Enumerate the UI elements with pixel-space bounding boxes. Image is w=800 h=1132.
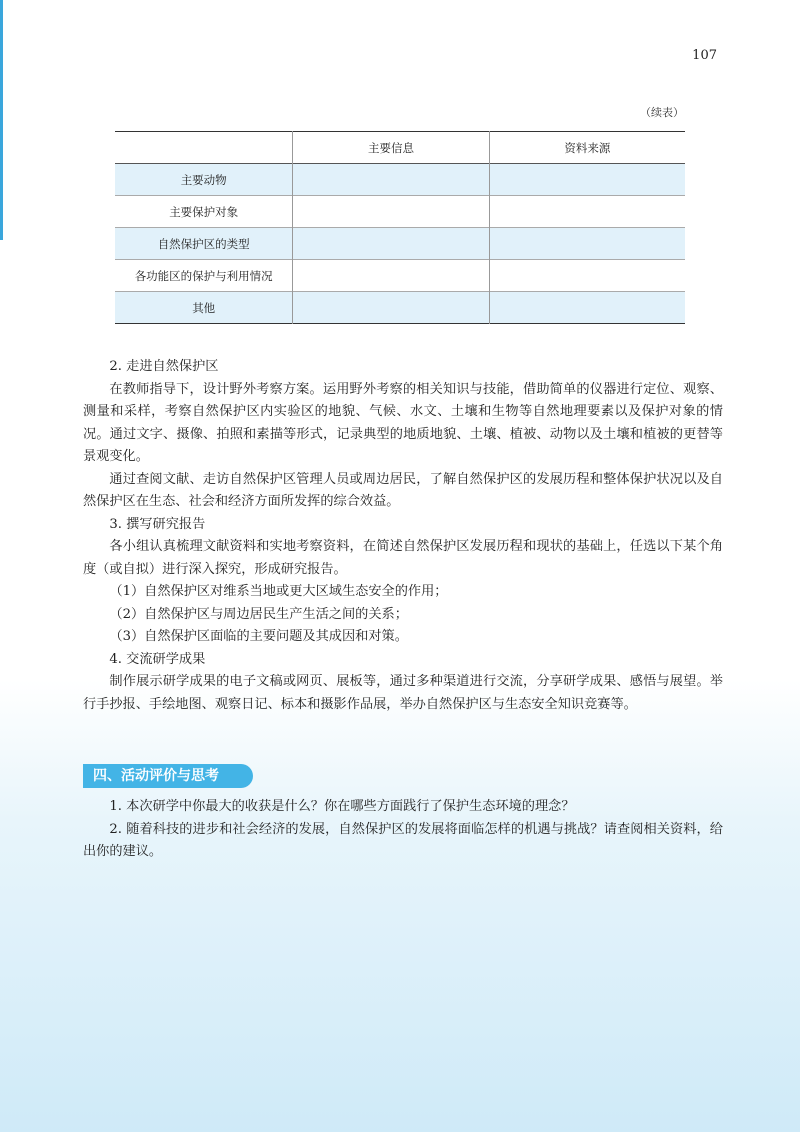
row-label: 各功能区的保护与利用情况 (134, 268, 273, 283)
section-heading-visit-reserve: 2. 走进自然保护区 (109, 359, 219, 374)
row-label: 主要动物 (115, 164, 293, 196)
list-item: （1）自然保护区对维系当地或更大区域生态安全的作用； (109, 584, 448, 599)
list-item: （2）自然保护区与周边居民生产生活之间的关系； (109, 606, 408, 622)
section-heading-share-results: 4. 交流研学成果 (109, 651, 206, 667)
question-item: 1. 本次研学中你最大的收获是什么？你在哪些方面践行了保护生态环境的理念？ (109, 799, 575, 814)
table-header-row (115, 132, 685, 164)
source-cell (489, 260, 685, 292)
row-label: 主要保护对象 (169, 204, 239, 219)
table-caption: （续表） (640, 106, 684, 119)
table-row (115, 260, 685, 292)
table-row (115, 164, 685, 196)
source-cell (489, 228, 685, 260)
source-cell (489, 196, 685, 228)
table-row (115, 196, 685, 228)
table-header-blank (115, 132, 293, 164)
paragraph: 通过查阅文献、走访自然保护区管理人员或周边居民，了解自然保护区的发展历程和整体保护状况以及自然保护区在生态、社会和经济方面所发挥的综合效益。 (83, 471, 723, 509)
section-heading-write-report: 3. 撰写研究报告 (109, 516, 206, 532)
main-info-cell (293, 228, 489, 260)
main-info-cell (293, 164, 489, 196)
main-info-cell (293, 196, 489, 228)
paragraph: 各小组认真梳理文献资料和实地考察资料，在简述自然保护区发展历程和现状的基础上，任选以下某个角度（或自拟）进行深入探究，形成研究报告。 (83, 539, 723, 577)
body-content (83, 356, 723, 716)
main-info-cell (293, 292, 489, 324)
page-number: 107 (692, 48, 717, 63)
source-cell (489, 164, 685, 196)
list-item: （3）自然保护区面临的主要问题及其成因和对策。 (109, 629, 408, 644)
paragraph: 制作展示研学成果的电子文稿或网页、展板等，通过多种渠道进行交流，分享研学成果、感悟与展望。举行手抄报、手绘地图、观察日记、标本和摄影作品展，举办自然保护区与生态安全知识竞赛等。 (83, 674, 723, 712)
row-label: 自然保护区的类型 (115, 228, 293, 260)
table-row (115, 228, 685, 260)
evaluation-questions (83, 796, 723, 864)
row-label: 其他 (115, 292, 293, 324)
question-item: 2. 随着科技的进步和社会经济的发展，自然保护区的发展将面临怎样的机遇与挑战？请查阅相关资料，给出你的建议。 (83, 821, 723, 859)
info-table (115, 131, 685, 324)
main-info-cell (293, 260, 489, 292)
evaluation-section-title: 四、活动评价与思考 (83, 764, 253, 788)
table-header-main-info: 主要信息 (293, 132, 489, 164)
table-header-source: 资料来源 (489, 132, 685, 164)
table-row (115, 292, 685, 324)
source-cell (489, 292, 685, 324)
paragraph: 在教师指导下，设计野外考察方案。运用野外考察的相关知识与技能，借助简单的仪器进行定位、观察、测量和采样，考察自然保护区内实验区的地貌、气候、水文、土壤和生物等自然地理要素以及保护对象的情况。通过文字、摄像、拍照和素描等形式，记录典型的地质地貌、土壤、植被、动物以及土壤和植被的更替等景观变化。 (83, 381, 723, 464)
page-edge-marker (0, 0, 3, 240)
